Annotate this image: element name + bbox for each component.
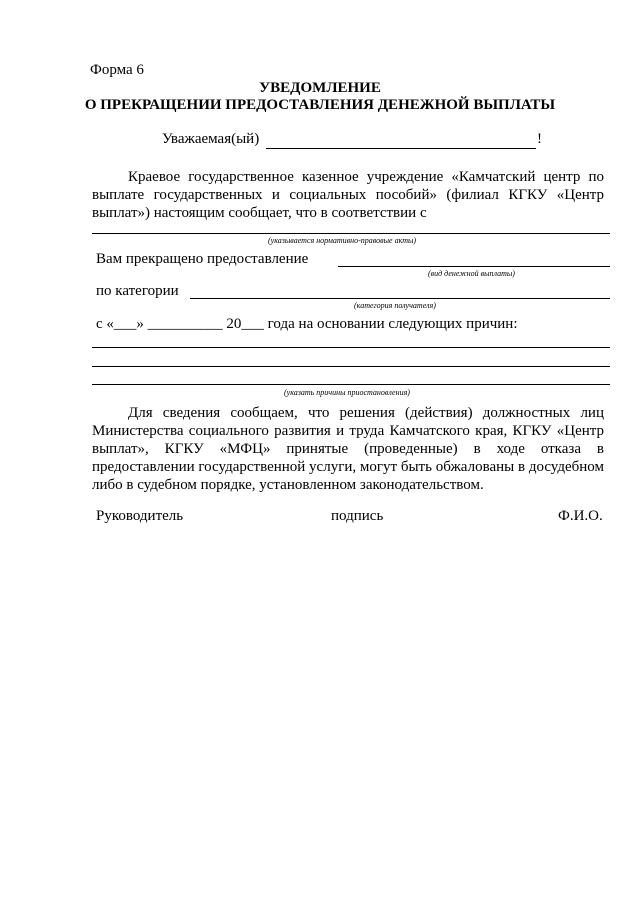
termination-label: Вам прекращено предоставление — [96, 251, 309, 267]
reasons-caption: (указать причины приостановления) — [284, 388, 410, 397]
reasons-field-2[interactable] — [92, 366, 610, 367]
addressee-name-field[interactable] — [266, 148, 536, 149]
head-label: Руководитель — [96, 508, 184, 524]
document-title: УВЕДОМЛЕНИЕ — [259, 80, 381, 96]
full-name-label: Ф.И.О. — [558, 508, 603, 524]
payment-type-field[interactable] — [338, 266, 610, 267]
form-number: Форма 6 — [90, 62, 144, 78]
intro-paragraph: Краевое государственное казенное учреждение «Камчатский центр по выплате государственных и социальных пособий» (филиал КГКУ «Центр выплат») настоящим сообщает, что в соответствии с — [92, 169, 604, 221]
document-subtitle: О ПРЕКРАЩЕНИИ ПРЕДОСТАВЛЕНИЯ ДЕНЕЖНОЙ ВЫПЛАТЫ — [84, 97, 556, 113]
category-label: по категории — [96, 283, 179, 299]
appeal-paragraph: Для сведения сообщаем, что решения (действия) должностных лиц Министерства социального развития и труда Камчатского края, КГКУ «Центр выплат», КГКУ «МФЦ» принятые (проведенные) в ходе отказа в предоставлении государственной услуги, могут быть обжалованы в досудебном либо в судебном порядке, установленном законодательством. — [92, 405, 604, 493]
recipient-category-field[interactable] — [190, 298, 610, 299]
legal-acts-caption: (указывается нормативно-правовые акты) — [268, 236, 417, 245]
reasons-field-1[interactable] — [92, 347, 610, 348]
payment-type-caption: (вид денежной выплаты) — [428, 269, 515, 278]
signature-label: подпись — [331, 508, 384, 524]
recipient-category-caption: (категория получателя) — [354, 301, 436, 310]
salutation-label: Уважаемая(ый) — [162, 131, 260, 147]
reasons-field-3[interactable] — [92, 384, 610, 385]
legal-acts-field[interactable] — [92, 233, 610, 234]
date-reasons-line: с «___» __________ 20___ года на основании следующих причин: — [96, 316, 518, 332]
salutation-exclamation: ! — [537, 131, 542, 147]
